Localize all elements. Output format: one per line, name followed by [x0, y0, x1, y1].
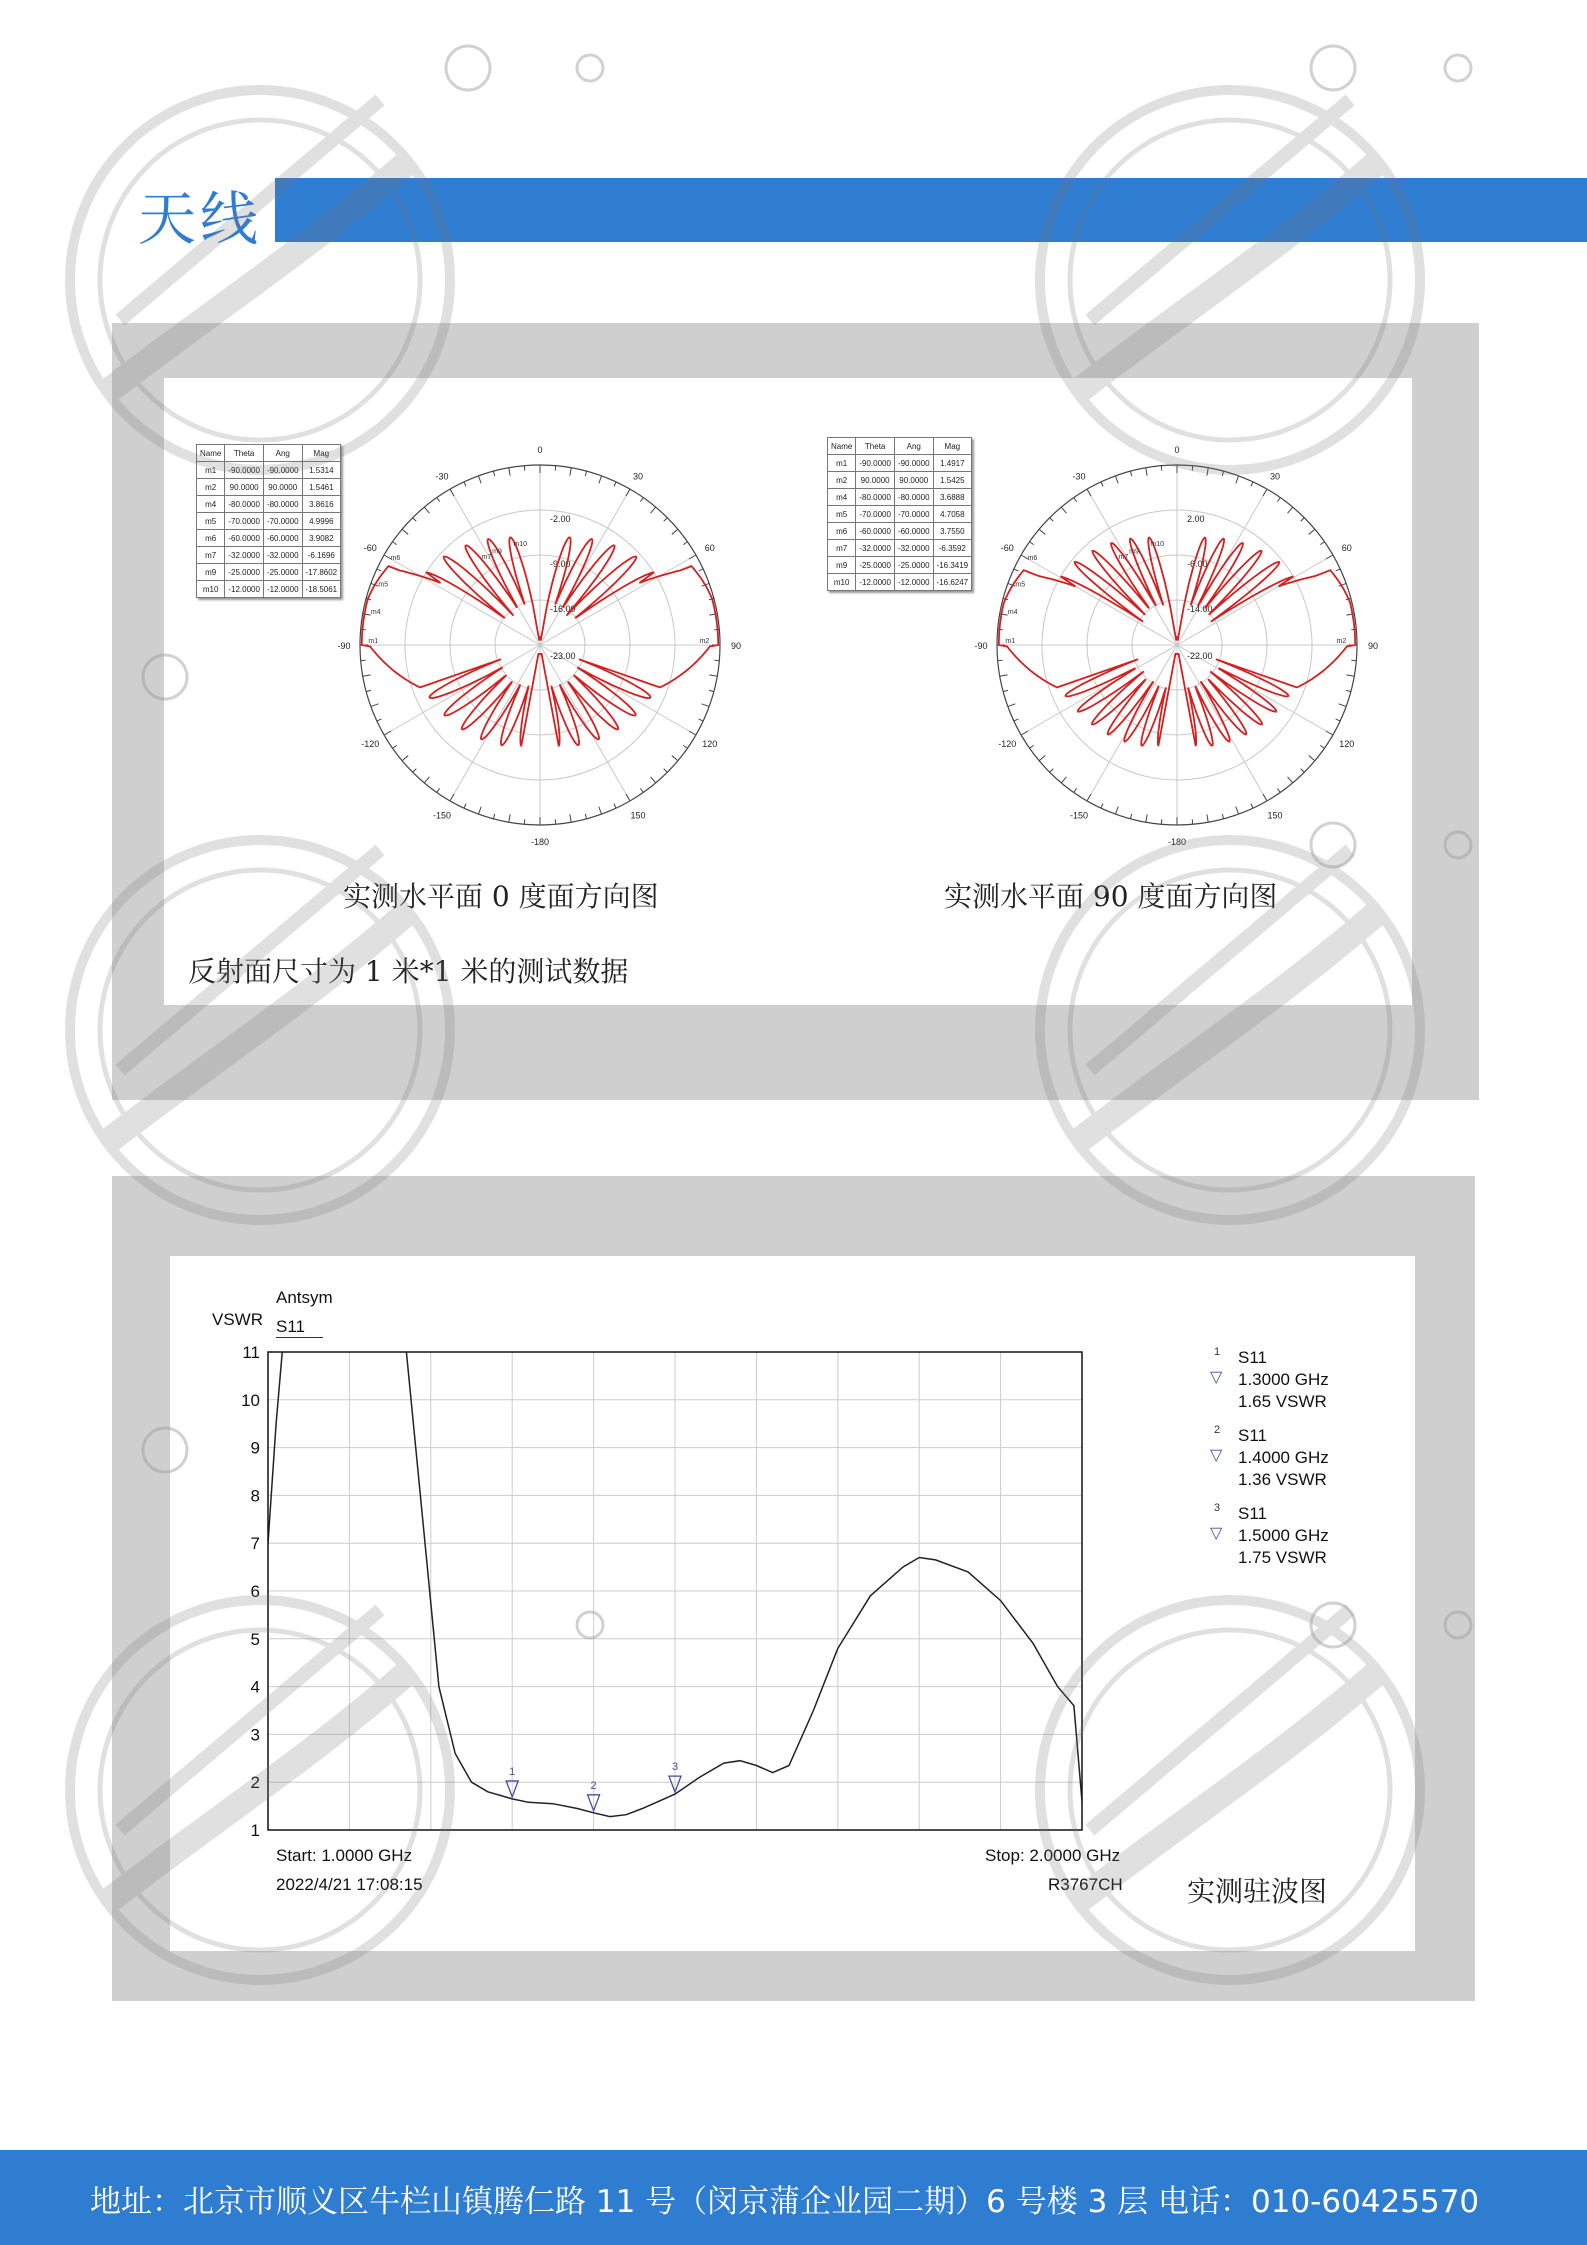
device-id: R3767CH — [1048, 1875, 1123, 1894]
table-header: Ang — [894, 438, 933, 455]
table-cell: -16.3419 — [933, 557, 972, 574]
table-row — [197, 496, 341, 513]
table-cell: -32.0000 — [856, 540, 895, 557]
y-tick-label: 11 — [242, 1343, 260, 1362]
marker-label: m1 — [1005, 638, 1016, 645]
legend-trace: S11 — [1238, 1426, 1267, 1445]
table-cell: -32.0000 — [263, 547, 302, 564]
angle-label: -120 — [998, 739, 1017, 749]
marker-table — [196, 444, 341, 598]
marker-label: m10 — [513, 541, 528, 549]
legend-value: 1.36 VSWR — [1238, 1470, 1327, 1489]
table-cell: -12.0000 — [263, 581, 302, 598]
ring-label: -9.00 — [550, 559, 571, 569]
table-cell: 3.7550 — [933, 523, 972, 540]
table-cell: 3.9082 — [302, 530, 341, 547]
legend-frequency: 1.3000 GHz — [1238, 1370, 1329, 1389]
angle-label: 150 — [1267, 810, 1283, 821]
legend-entry — [1210, 1503, 1350, 1569]
table-cell: -80.0000 — [263, 496, 302, 513]
vswr-trace-label: S11 — [276, 1317, 323, 1338]
table-cell: -80.0000 — [225, 496, 264, 513]
table-cell: -32.0000 — [894, 540, 933, 557]
marker-label: m2 — [1336, 638, 1347, 645]
ring-label: -23.00 — [550, 651, 576, 661]
angle-label: 60 — [1341, 543, 1352, 553]
table-cell: m4 — [828, 489, 856, 506]
legend-marker-number: 3 — [1214, 1502, 1221, 1514]
table-cell: -25.0000 — [263, 564, 302, 581]
vswr-chart — [230, 1340, 1130, 1840]
legend-marker-number: 1 — [1214, 1346, 1221, 1358]
table-cell: m5 — [197, 513, 225, 530]
caption-0deg: 实测水平面 0 度面方向图 — [343, 880, 659, 913]
marker-label: m6 — [1027, 555, 1038, 563]
angle-label: -30 — [435, 471, 449, 482]
y-tick-label: 3 — [250, 1725, 260, 1745]
marker-label: m5 — [378, 581, 389, 589]
stop-frequency: Stop: 2.0000 GHz — [985, 1846, 1121, 1865]
table-cell: 4.9996 — [302, 513, 341, 530]
angle-label: -90 — [974, 641, 988, 651]
table-cell: -60.0000 — [263, 530, 302, 547]
legend-marker-number: 2 — [1214, 1424, 1221, 1436]
marker-triangle-icon: ▽ — [1210, 1447, 1223, 1464]
table-cell: -12.0000 — [225, 581, 264, 598]
table-cell: -60.0000 — [856, 523, 895, 540]
table-cell: m9 — [197, 564, 225, 581]
table-cell: m10 — [197, 581, 225, 598]
table-header: Mag — [933, 438, 972, 455]
footer-address: 地址：北京市顺义区牛栏山镇腾仁路 11 号（闵京蒲企业园二期）6 号楼 3 层 电话：010-60425570 — [90, 2184, 1480, 2220]
table-cell: 1.5425 — [933, 472, 972, 489]
y-tick-label: 6 — [250, 1582, 260, 1601]
angle-label: 30 — [632, 471, 644, 482]
table-row — [197, 530, 341, 547]
ring-label: -14.00 — [1187, 604, 1213, 614]
ring-label: -6.00 — [1187, 559, 1208, 569]
watermark-dot — [1311, 46, 1355, 90]
legend-value: 1.65 VSWR — [1238, 1392, 1327, 1411]
page-title: 天线 — [138, 185, 263, 253]
legend-trace: S11 — [1238, 1348, 1267, 1367]
table-cell: -17.8602 — [302, 564, 341, 581]
table-cell: 1.5314 — [302, 462, 341, 479]
watermark-dot — [446, 46, 490, 90]
table-cell: m1 — [828, 455, 856, 472]
legend-frequency: 1.5000 GHz — [1238, 1526, 1329, 1545]
y-tick-label: 8 — [250, 1486, 260, 1506]
table-header: Name — [197, 445, 225, 462]
angle-label: 0 — [537, 445, 543, 455]
legend-frequency: 1.4000 GHz — [1238, 1448, 1329, 1467]
angle-label: -150 — [432, 810, 452, 821]
angle-label: -60 — [363, 543, 377, 553]
table-cell: m6 — [197, 530, 225, 547]
marker-label: m5 — [1015, 581, 1026, 589]
table-row — [197, 564, 341, 581]
table-cell: m2 — [828, 472, 856, 489]
legend-entry — [1210, 1425, 1350, 1491]
table-cell: -12.0000 — [894, 574, 933, 591]
watermark-dot — [1445, 55, 1471, 81]
table-row — [197, 513, 341, 530]
table-cell: 90.0000 — [225, 479, 264, 496]
y-tick-label: 5 — [250, 1629, 260, 1649]
y-tick-label: 9 — [250, 1438, 260, 1458]
table-cell: m5 — [828, 506, 856, 523]
marker-number: 2 — [590, 1779, 597, 1792]
y-tick-label: 2 — [250, 1773, 260, 1793]
angle-label: 150 — [630, 810, 646, 821]
table-cell: m10 — [828, 574, 856, 591]
marker-label: m4 — [1007, 609, 1018, 617]
watermark-dot — [577, 55, 603, 81]
table-cell: -70.0000 — [263, 513, 302, 530]
legend-entry — [1210, 1347, 1350, 1413]
ring-label: -2.00 — [550, 514, 571, 524]
table-header: Name — [828, 438, 856, 455]
table-cell: -25.0000 — [225, 564, 264, 581]
marker-label: m2 — [699, 638, 710, 645]
table-cell: 1.4917 — [933, 455, 972, 472]
marker-label: m7 — [481, 554, 492, 562]
table-cell: -70.0000 — [894, 506, 933, 523]
angle-label: 90 — [1367, 641, 1379, 651]
table-cell: -32.0000 — [225, 547, 264, 564]
angle-label: 120 — [702, 739, 718, 749]
table-cell: -12.0000 — [856, 574, 895, 591]
angle-label: 0 — [1174, 445, 1180, 455]
table-row — [828, 506, 972, 523]
table-cell: -18.5061 — [302, 581, 341, 598]
angle-label: -120 — [361, 739, 380, 749]
table-cell: m2 — [197, 479, 225, 496]
table-cell: m7 — [197, 547, 225, 564]
angle-label: 90 — [730, 641, 742, 651]
marker-label: m6 — [390, 555, 401, 563]
angle-label: 30 — [1269, 471, 1281, 482]
table-row — [828, 574, 972, 591]
y-tick-label: 7 — [250, 1534, 260, 1554]
table-cell: 90.0000 — [856, 472, 895, 489]
table-cell: -6.1696 — [302, 547, 341, 564]
table-row — [197, 547, 341, 564]
marker-label: m7 — [1118, 554, 1129, 562]
ring-label: -16.00 — [550, 604, 576, 614]
y-tick-label: 10 — [241, 1390, 260, 1410]
vswr-y-axis-label: VSWR — [212, 1310, 263, 1329]
table-cell: m7 — [828, 540, 856, 557]
angle-label: -180 — [1167, 837, 1187, 847]
table-cell: 3.6888 — [933, 489, 972, 506]
table-cell: m1 — [197, 462, 225, 479]
marker-label: m1 — [368, 638, 379, 645]
marker-table — [827, 437, 972, 591]
table-row — [828, 489, 972, 506]
table-cell: 4.7058 — [933, 506, 972, 523]
angle-label: -180 — [530, 837, 550, 847]
table-cell: -25.0000 — [894, 557, 933, 574]
vswr-top-label: Antsym — [276, 1288, 333, 1307]
table-header: Theta — [856, 438, 895, 455]
table-row — [197, 462, 341, 479]
angle-label: -30 — [1072, 471, 1086, 482]
vswr-caption: 实测驻波图 — [1187, 1875, 1328, 1908]
table-cell: -60.0000 — [894, 523, 933, 540]
y-tick-label: 1 — [250, 1821, 260, 1840]
marker-label: m10 — [1150, 541, 1165, 549]
legend-value: 1.75 VSWR — [1238, 1548, 1327, 1567]
table-cell: -80.0000 — [856, 489, 895, 506]
caption-90deg: 实测水平面 90 度面方向图 — [944, 880, 1278, 913]
table-row — [828, 523, 972, 540]
table-cell: -90.0000 — [894, 455, 933, 472]
polar-right-table — [827, 437, 972, 591]
table-cell: 90.0000 — [263, 479, 302, 496]
polar-plot-90deg — [972, 445, 1382, 855]
header-bar — [275, 178, 1587, 242]
legend-trace: S11 — [1238, 1504, 1267, 1523]
table-header: Theta — [225, 445, 264, 462]
table-row — [828, 557, 972, 574]
table-cell: -90.0000 — [225, 462, 264, 479]
marker-label: m9 — [492, 548, 502, 556]
table-cell: m4 — [197, 496, 225, 513]
table-row — [197, 479, 341, 496]
table-header: Ang — [263, 445, 302, 462]
table-header: Mag — [302, 445, 341, 462]
reflector-note: 反射面尺寸为 1 米*1 米的测试数据 — [188, 955, 629, 988]
table-cell: -70.0000 — [225, 513, 264, 530]
table-cell: -70.0000 — [856, 506, 895, 523]
angle-label: 120 — [1339, 739, 1355, 749]
table-row — [828, 472, 972, 489]
table-cell: -90.0000 — [263, 462, 302, 479]
angle-label: -150 — [1069, 810, 1089, 821]
table-cell: -6.3592 — [933, 540, 972, 557]
timestamp: 2022/4/21 17:08:15 — [276, 1875, 423, 1894]
table-row — [828, 455, 972, 472]
table-cell: -25.0000 — [856, 557, 895, 574]
polar-plot-0deg — [335, 445, 745, 855]
table-cell: m6 — [828, 523, 856, 540]
table-cell: 3.8616 — [302, 496, 341, 513]
ring-label: 2.00 — [1187, 514, 1205, 524]
start-frequency: Start: 1.0000 GHz — [276, 1846, 413, 1865]
marker-triangle-icon: ▽ — [1210, 1525, 1223, 1542]
ring-label: -22.00 — [1187, 651, 1213, 661]
marker-label: m4 — [370, 609, 381, 617]
table-cell: -16.6247 — [933, 574, 972, 591]
marker-triangle-icon: ▽ — [1210, 1369, 1223, 1386]
marker-number: 3 — [671, 1761, 679, 1774]
angle-label: 60 — [704, 543, 715, 553]
marker-number: 1 — [509, 1765, 516, 1778]
marker-label: m9 — [1129, 548, 1139, 556]
table-cell: m9 — [828, 557, 856, 574]
table-cell: 90.0000 — [894, 472, 933, 489]
angle-label: -90 — [337, 641, 351, 651]
table-row — [828, 540, 972, 557]
table-cell: 1.5461 — [302, 479, 341, 496]
y-tick-label: 4 — [250, 1677, 260, 1697]
polar-left-table — [196, 444, 341, 598]
table-cell: -60.0000 — [225, 530, 264, 547]
angle-label: -60 — [1000, 543, 1014, 553]
table-cell: -90.0000 — [856, 455, 895, 472]
table-cell: -80.0000 — [894, 489, 933, 506]
table-row — [197, 581, 341, 598]
